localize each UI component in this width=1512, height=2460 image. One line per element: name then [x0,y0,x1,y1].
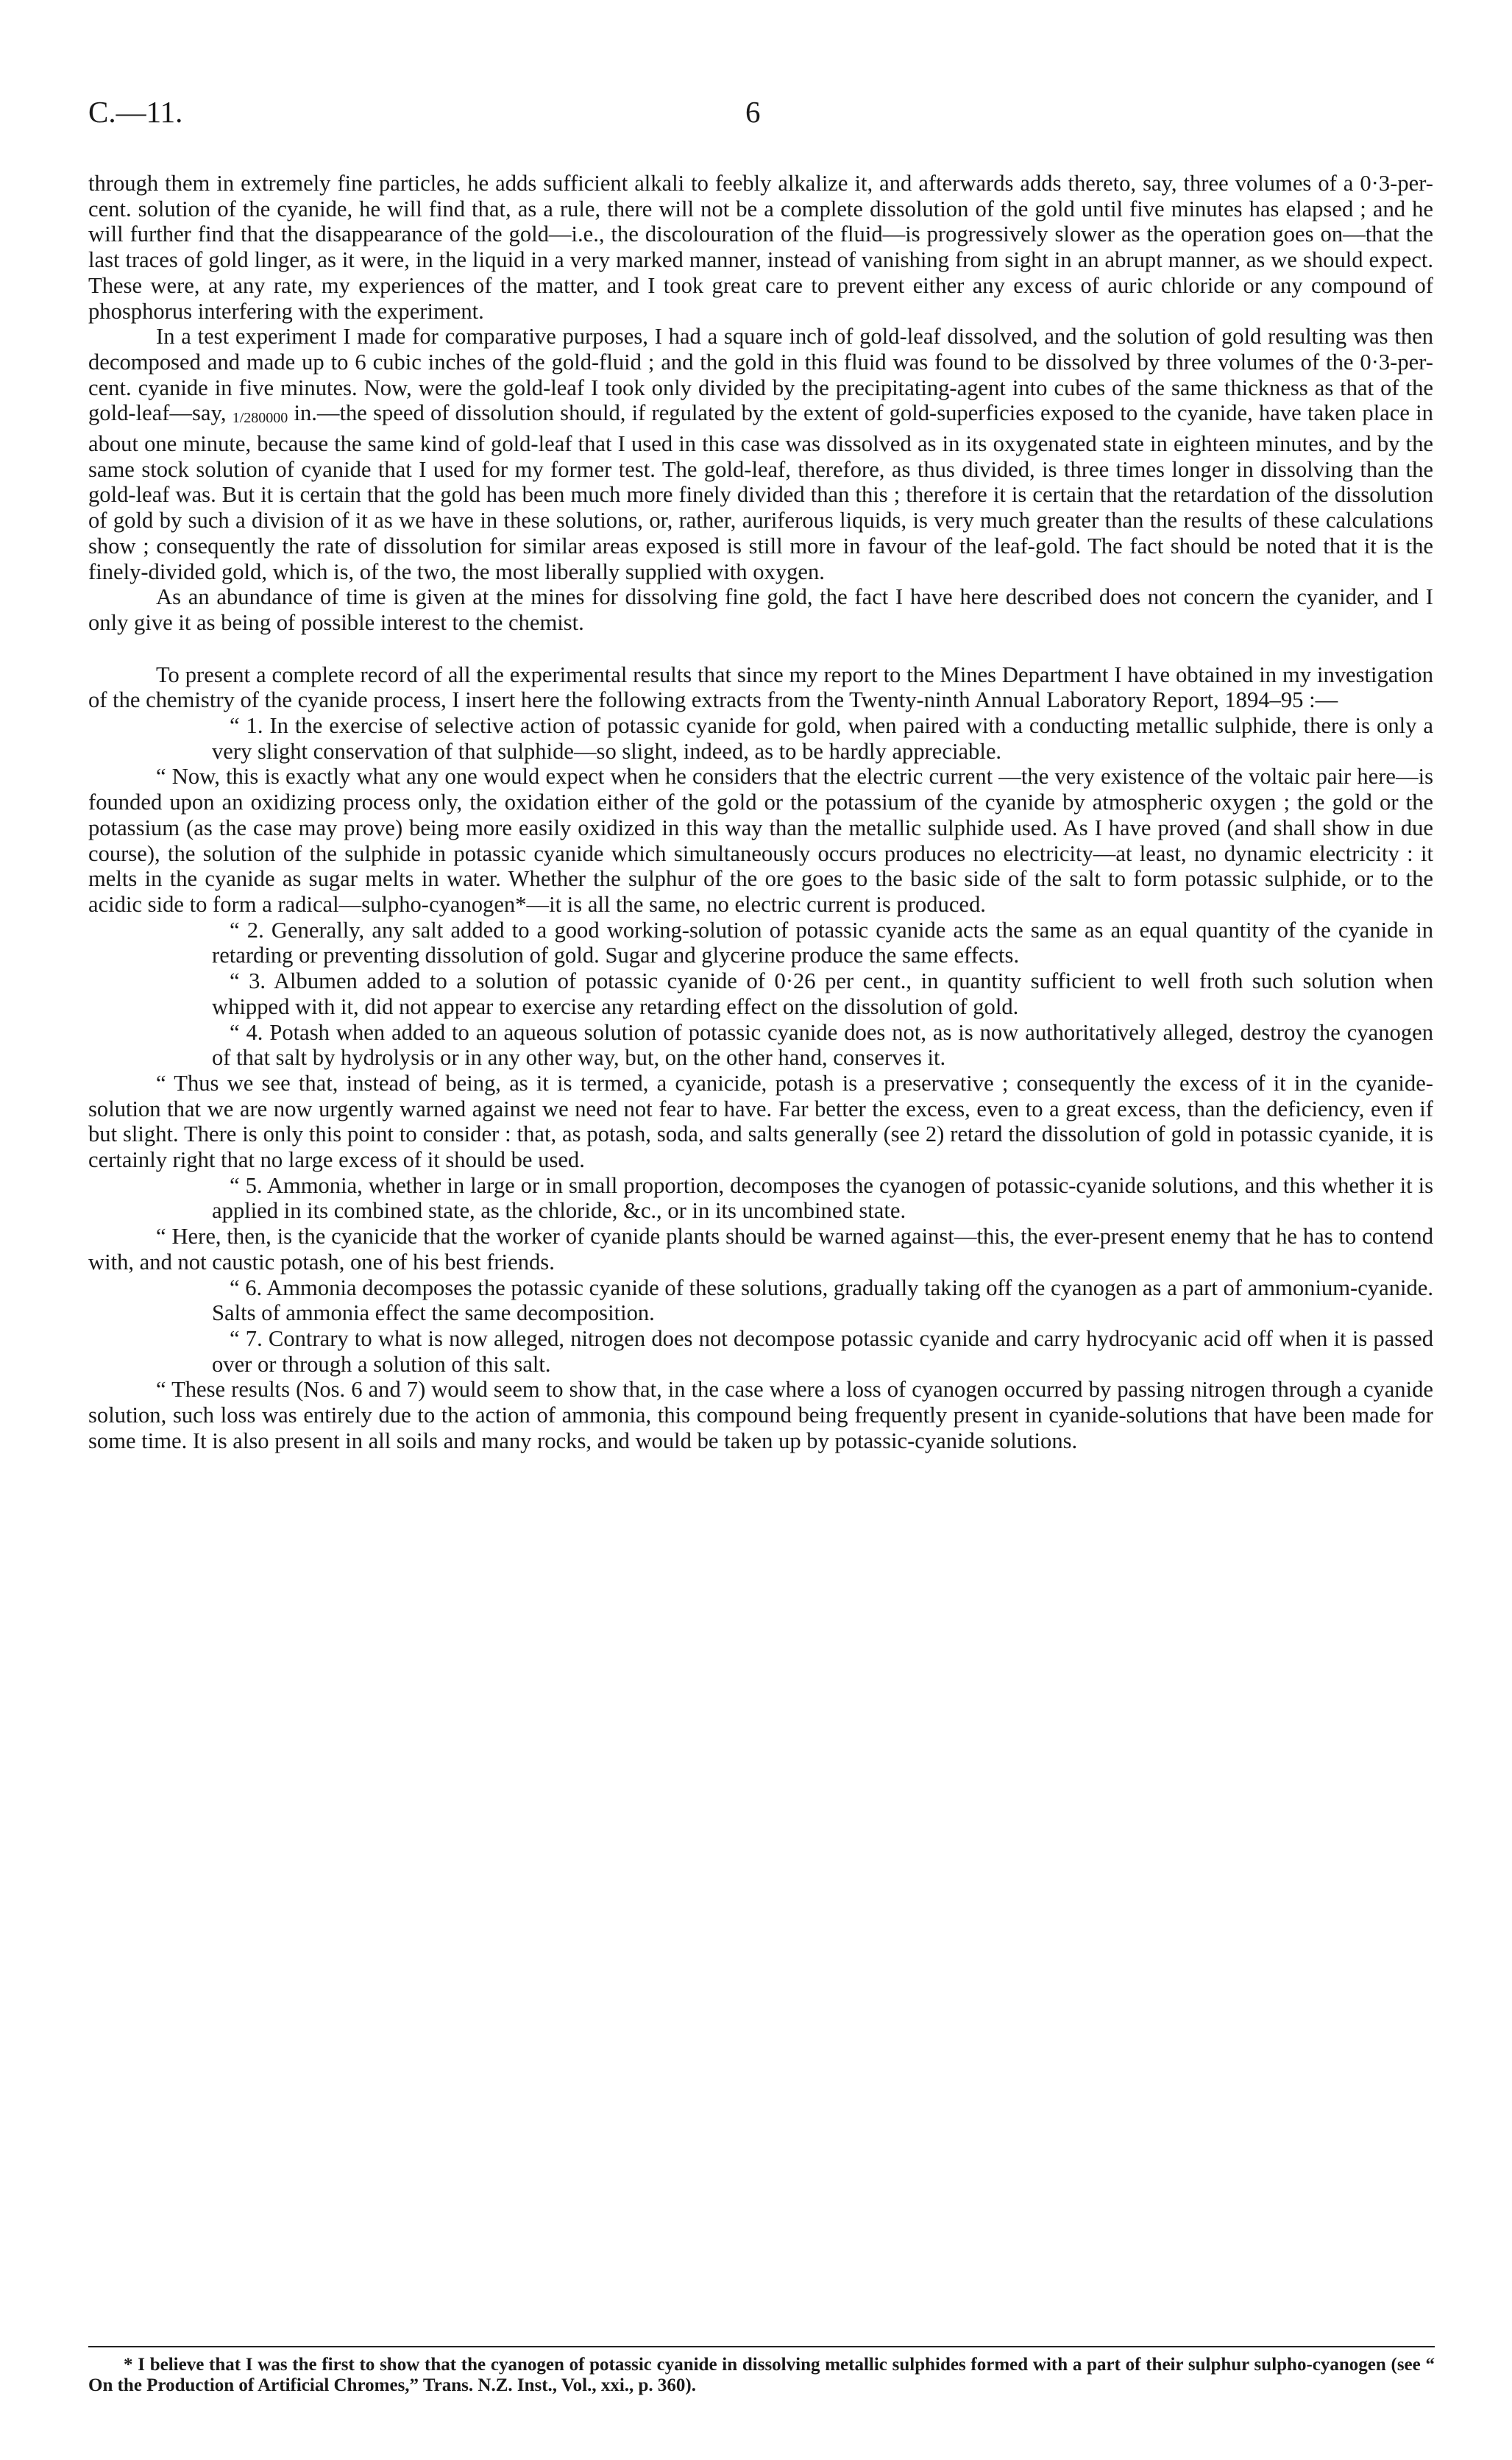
quoted-item: “ 6. Ammonia decomposes the potassic cyanide of these solutions, gradually taking off the cyanogen as a part of ammonium-cyanide. Salts of ammonia effect the same decomposition. [212,1275,1433,1326]
paragraph: To present a complete record of all the experimental results that since my report to the Mines Department I have obtained in my investigation of the chemistry of the cyanide process, I insert here the following extracts from the Twenty-ninth Annual Laboratory Report, 1894–95 :— [88,662,1433,713]
quoted-item: “ 3. Albumen added to a solution of potassic cyanide of 0·26 per cent., in quantity sufficient to well froth such solution when whipped with it, did not appear to exercise any retarding effect on the dissolution of gold. [212,968,1433,1019]
footnote: * I believe that I was the first to show that the cyanogen of potassic cyanide in dissolving metallic sulphides formed with a part of their sulphur sulpho-cyanogen (see “ On the Production of Artificial Chromes,” Trans. N.Z. Inst., Vol., xxi., p. 360). [88,2355,1435,2395]
paragraph-text: in.—the speed of dissolution should, if regulated by the extent of gold-superficies exposed to the cyanide, have taken place in about one minute, because the same kind of gold-leaf that I used in this case was dissolved as in its oxygenated state in eighteen minutes, and by the same stock solution of cyanide that I used for my former test. The gold-leaf, therefore, as thus divided, is three times longer in dissolving than the gold-leaf was. But it is certain that the gold has been much more finely divided than this ; therefore it is certain that the retardation of the dissolution of gold by such a division of it as we have in these solutions, or, rather, auriferous liquids, is very much greater than the results of these calculations show ; consequently the rate of dissolution for similar areas exposed is still more in favour of the leaf-gold. The fact should be noted that it is the finely-divided gold, which is, of the two, the most liberally supplied with oxygen. [88,400,1433,584]
paragraph-text: In a test experiment I made for comparative purposes, I had a square inch of gold-leaf dissolved, and the solution of gold resulting was then decomposed and made up to 6 cubic inches of the gold-fluid ; and the gold in this fluid was found to be dissolved by three volumes of the 0·3-per-cent. cyanide in five minutes. Now, were the gold-leaf I took only divided by the precipitating-agent into cubes of the same thickness as that of the gold-leaf—say, [88,324,1433,426]
quoted-item: “ 1. In the exercise of selective action of potassic cyanide for gold, when paired with a conducting metallic sulphide, there is only a very slight conservation of that sulphide—so slight, indeed, as to be hardly appreciable. [212,713,1433,764]
document-reference: C.—11. [88,95,183,129]
quoted-item: “ 4. Potash when added to an aqueous solution of potassic cyanide does not, as is now authoritatively alleged, destroy the cyanogen of that salt by hydrolysis or in any other way, but, on the other hand, conserves it. [212,1019,1433,1071]
footnote-divider [88,2346,1435,2347]
quoted-paragraph: “ Thus we see that, instead of being, as it is termed, a cyanicide, potash is a preservative ; consequently the excess of it in the cyanide-solution that we are now urgently warned against we need not fear to have. Far better the excess, even to a great excess, than the deficiency, even if but slight. There is only this point to consider : that, as potash, soda, and salts generally (see 2) retard the dissolution of gold in potassic cyanide, it is certainly right that no large excess of it should be used. [88,1070,1433,1173]
paragraph: As an abundance of time is given at the mines for dissolving fine gold, the fact I have here described does not concern the cyanider, and I only give it as being of possible interest to the chemist. [88,584,1433,635]
body-text [88,171,1433,1453]
page-header [88,94,1435,138]
quoted-item: “ 2. Generally, any salt added to a good working-solution of potassic cyanide acts the same as an equal quantity of the cyanide in retarding or preventing dissolution of gold. Sugar and glycerine produce the same effects. [212,917,1433,968]
fraction: 1/280000 [232,410,288,427]
quoted-item: “ 5. Ammonia, whether in large or in small proportion, decomposes the cyanogen of potassic-cyanide solutions, and this whether it is applied in its combined state, as the chloride, &c., or in its uncombined state. [212,1172,1433,1224]
quoted-paragraph: “ Now, this is exactly what any one would expect when he considers that the electric current —the very existence of the voltaic pair here—is founded upon an oxidizing process only, the oxidation either of the gold or the potassium of the cyanide by atmospheric oxygen ; the gold or the potassium (as the case may prove) being more easily oxidized in this way than the metallic sulphide used. As I have proved (and shall show in due course), the solution of the sulphide in potassic cyanide which simultaneously occurs produces no electricity—at least, no dynamic electricity : it melts in the cyanide as sugar melts in water. Whether the sulphur of the ore goes to the basic side of the salt to form potassic sulphide, or to the acidic side to form a radical—sulpho-cyanogen*—it is all the same, no electric current is produced. [88,764,1433,917]
quoted-item: “ 7. Contrary to what is now alleged, nitrogen does not decompose potassic cyanide and carry hydrocyanic acid off when it is passed over or through a solution of this salt. [212,1325,1433,1377]
paragraph: through them in extremely fine particles, he adds sufficient alkali to feebly alkalize it, and afterwards adds thereto, say, three volumes of a 0·3-per-cent. solution of the cyanide, he will find that, as a rule, there will not be a complete dissolution of the gold until five minutes has elapsed ; and he will further find that the disappearance of the gold—i.e., the discolouration of the fluid—is progressively slower as the operation goes on—that the last traces of gold linger, as it were, in the liquid in a very marked manner, instead of vanishing from sight in an abrupt manner, as we should expect. These were, at any rate, my experiences of the matter, and I took great care to prevent either any excess of auric chloride or any compound of phosphorus interfering with the experiment. [88,171,1433,324]
page-number: 6 [745,95,761,129]
quoted-paragraph: “ These results (Nos. 6 and 7) would seem to show that, in the case where a loss of cyanogen occurred by passing nitrogen through a cyanide solution, such loss was entirely due to the action of ammonia, this compound being frequently present in cyanide-solutions that have been made for some time. It is also present in all soils and many rocks, and would be taken up by potassic-cyanide solutions. [88,1377,1433,1453]
paragraph [88,324,1433,584]
quoted-paragraph: “ Here, then, is the cyanicide that the worker of cyanide plants should be warned against—this, the ever-present enemy that he has to contend with, and not caustic potash, one of his best friends. [88,1224,1433,1275]
